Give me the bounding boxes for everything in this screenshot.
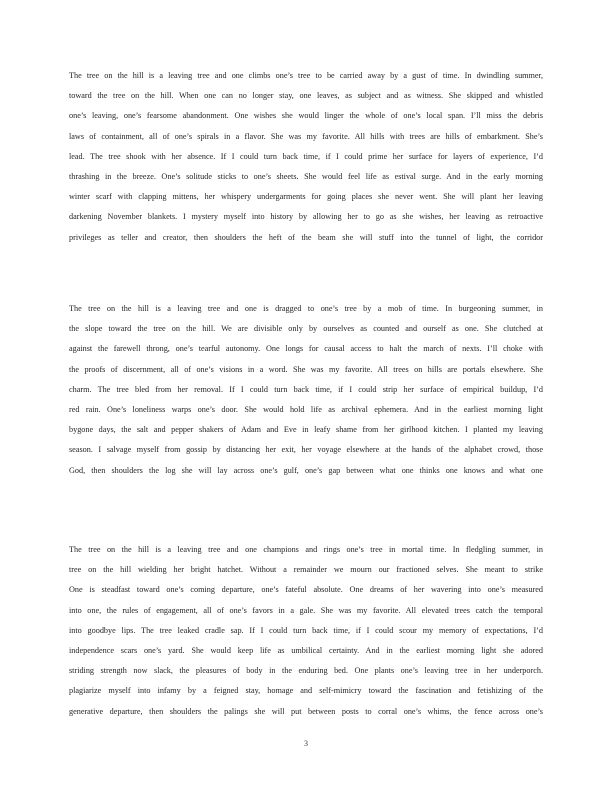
paragraph-3 — [69, 540, 543, 722]
text-line: toward the tree on the hill. When one can no longer stay, one leaves, as subject and as witness. She skipped and whistled — [69, 91, 543, 101]
text-line: plagiarize myself into infamy by a feigned stay, homage and self-mimicry toward the fascination and fetishizing of the — [69, 686, 543, 696]
text-line: The tree on the hill is a leaving tree and one climbs one’s tree to be carried away by a gust of time. In dwindling summer, — [69, 71, 543, 80]
text-line: into one, the rules of engagement, all of one’s favors in a gale. She was my favorite. All elevated trees catch the temporal — [69, 605, 543, 615]
text-line: winter scarf with clapping mittens, her whispery undergarments for going places she never went. She will plant her leaving — [69, 192, 543, 202]
page-number: 3 — [304, 739, 308, 748]
paragraph-1 — [69, 66, 543, 248]
text-line: against the farewell throng, one’s tearful autonomy. One longs for causal access to halt the march of nexts. I’ll choke with — [69, 344, 543, 354]
text-line: season. I salvage myself from gossip by distancing her exit, her voyage elsewhere at the hands of the alphabet crowd, those — [69, 445, 543, 455]
text-line: one’s leaving, one’s fearsome abandonment. One wishes she would linger the whole of one’s local span. I’ll miss the debris — [69, 111, 543, 121]
text-line: the proofs of discernment, all of one’s visions in a word. She was my favorite. All trees on hills are portals elsewhere. She — [69, 364, 543, 374]
text-line: One is steadfast toward one’s coming departure, one’s fateful absolute. One dreams of her wavering into one’s measured — [69, 585, 543, 595]
text-line: red rain. One’s loneliness warps one’s door. She would hold life as archival ephemera. And in the earliest morning light — [69, 405, 543, 415]
text-line: lead. The tree shook with her absence. If I could turn back time, if I could prime her surface for layers of experience, I’d — [69, 151, 543, 161]
text-line: The tree on the hill is a leaving tree and one is dragged to one’s tree by a mob of time. In burgeoning summer, in — [69, 304, 543, 313]
text-line: independence scars one’s yard. She would keep life as umbilical certainty. And in the earliest morning light she adored — [69, 646, 543, 656]
text-line: generative departure, then shoulders the palings she will put between posts to corral one’s whims, the fence across one’s — [69, 706, 543, 716]
text-line: charm. The tree bled from her removal. If I could turn back time, if I could strip her surface of empirical buildup, I’d — [69, 384, 543, 394]
text-line: The tree on the hill is a leaving tree and one champions and rings one’s tree in mortal time. In fledgling summer, in — [69, 545, 543, 554]
text-line: the slope toward the tree on the hill. We are divisible only by ourselves as counted and ourself as one. She clutched at — [69, 324, 543, 334]
text-line: privileges as teller and creator, then shoulders the heft of the beam she will stuff into the tunnel of light, the corridor — [69, 232, 543, 242]
text-line: laws of containment, all of one’s spirals in a flavor. She was my favorite. All hills with trees are hills of embarkment. She’s — [69, 131, 543, 141]
text-line: tree on the hill wielding her bright hatchet. Without a remainder we mourn our fractioned selves. She meant to strike — [69, 565, 543, 575]
text-line: striding strength now slack, the pleasures of body in the enduring bed. One plants one’s leaving tree in her underporch. — [69, 666, 543, 676]
text-line: into goodbye lips. The tree leaked cradle sap. If I could turn back time, if I could scour my memory of expectations, I’d — [69, 625, 543, 635]
text-line: darkening November blankets. I mystery myself into history by allowing her to go as she wishes, her leaving as retroactive — [69, 212, 543, 222]
text-line: bygone days, the salt and pepper shakers of Adam and Eve in leafy shame from her girlhood kitchen. I planted my leaving — [69, 425, 543, 435]
text-line: God, then shoulders the log she will lay across one’s gulf, one’s gap between what one thinks one knows and what one — [69, 465, 543, 475]
text-line: thrashing in the breeze. One’s solitude sticks to one’s sheets. She would feel life as estival surge. And in the early morning — [69, 172, 543, 182]
paragraph-2 — [69, 299, 543, 481]
